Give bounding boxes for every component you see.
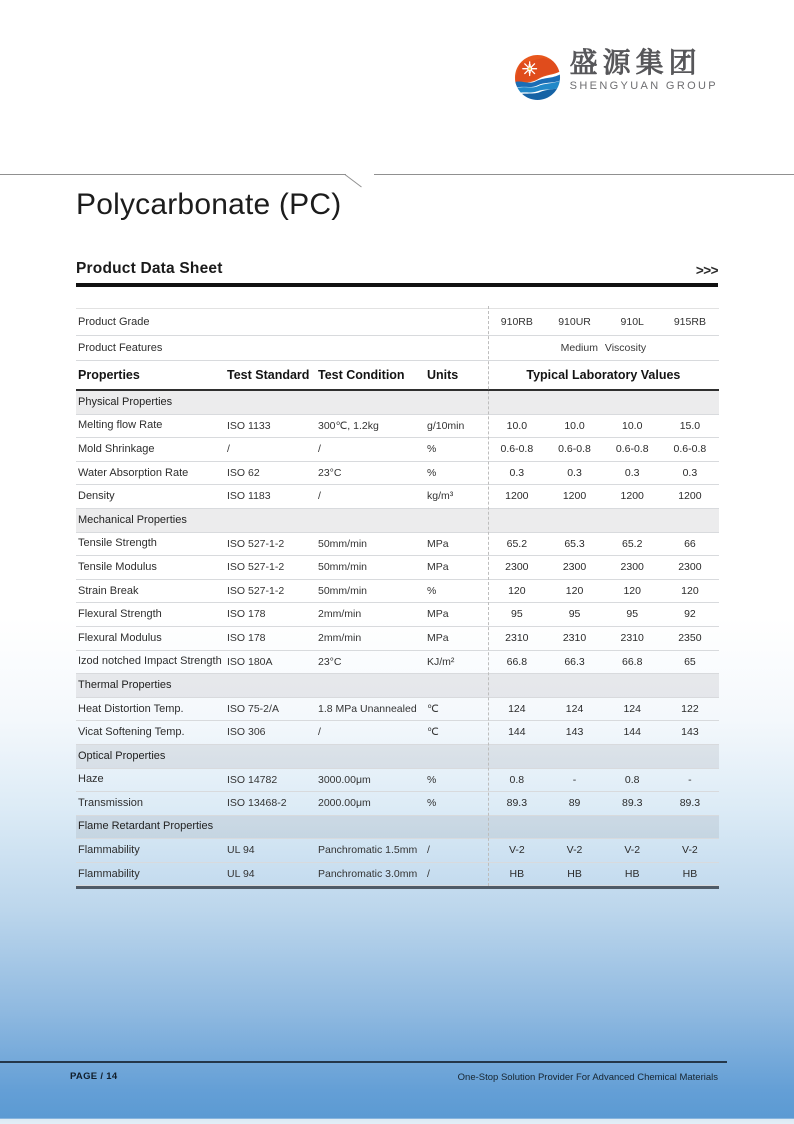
property-row (76, 462, 719, 486)
test-condition: 23°C (318, 466, 342, 479)
property-name: Vicat Softening Temp. (78, 726, 185, 739)
value-cell: 0.3 (567, 466, 582, 479)
value-cell: 144 (623, 726, 641, 739)
test-condition: 2mm/min (318, 631, 362, 644)
product-features-value: Medium Viscosity (560, 341, 647, 354)
value-cell: 0.6-0.8 (615, 443, 649, 456)
property-name: Izod notched Impact Strength (78, 655, 222, 668)
test-standard: ISO 1133 (227, 419, 271, 432)
value-cell: 89.3 (679, 797, 701, 810)
test-standard: UL 94 (227, 867, 255, 880)
footer-tagline: One-Stop Solution Provider For Advanced Chemical Materials (457, 1072, 718, 1083)
units: ℃ (427, 726, 439, 739)
property-row (76, 721, 719, 745)
property-name: Transmission (78, 796, 143, 809)
value-cell: 65.2 (506, 537, 528, 550)
property-name: Flexural Modulus (78, 631, 162, 644)
units: % (427, 773, 437, 786)
property-name: Tensile Strength (78, 537, 157, 550)
test-condition: / (318, 726, 321, 739)
property-row (76, 792, 719, 816)
units: / (427, 867, 430, 880)
property-row (76, 603, 719, 627)
logo-text (570, 48, 718, 92)
properties-header: Properties (78, 367, 140, 382)
property-name: Melting flow Rate (78, 419, 163, 432)
property-name: Water Absorption Rate (78, 466, 189, 479)
value-cell: 95 (568, 608, 581, 621)
units: % (427, 443, 437, 456)
property-row (76, 839, 719, 863)
value-cell: HB (567, 867, 582, 880)
value-cell: - (688, 773, 692, 786)
header-rule-slash (344, 174, 361, 187)
value-cell: 15.0 (679, 419, 701, 432)
value-cell: 2310 (505, 631, 529, 644)
value-cell: 124 (565, 702, 584, 715)
value-cell: V-2 (508, 844, 525, 857)
test-condition: 3000.00μm (318, 773, 371, 786)
value-cell: HB (624, 867, 640, 880)
property-name: Strain Break (78, 584, 139, 597)
value-cell: 143 (565, 726, 584, 739)
value-cell: 95 (626, 608, 639, 621)
test-standard: ISO 1183 (227, 490, 271, 503)
property-row (76, 533, 719, 557)
value-cell: 1200 (505, 490, 529, 503)
value-cell: 143 (681, 726, 699, 739)
value-cell: 2350 (678, 631, 702, 644)
table-body (76, 391, 719, 886)
value-cell: 89 (568, 797, 581, 810)
product-grade-label: Product Grade (78, 315, 150, 328)
units: KJ/m² (427, 655, 455, 668)
value-cell: 66 (684, 537, 696, 550)
value-cell: 2300 (678, 561, 702, 574)
grade-column-header: 910L (620, 315, 644, 328)
property-row (76, 485, 719, 509)
test-condition: Panchromatic 3.0mm (318, 867, 418, 880)
value-cell: 10.0 (622, 419, 643, 432)
value-cell: 0.3 (509, 466, 525, 479)
properties-table (76, 308, 719, 889)
section-header-row (76, 745, 719, 769)
title-underline-bar (76, 283, 718, 287)
value-cell: 0.6-0.8 (673, 443, 707, 456)
company-logo (514, 48, 718, 101)
units: MPa (427, 631, 449, 644)
section-header-row (76, 509, 719, 533)
value-cell: 65 (684, 655, 696, 668)
section-title: Optical Properties (78, 749, 166, 762)
property-name: Haze (78, 773, 104, 786)
test-condition: 50mm/min (318, 537, 368, 550)
triple-chevron-icon: >>> (695, 263, 718, 278)
property-name: Mold Shrinkage (78, 442, 155, 455)
test-standard: ISO 13468-2 (227, 797, 287, 810)
values-divider-dashed-line (488, 306, 489, 886)
section-title: Flame Retardant Properties (78, 820, 214, 833)
test-standard: ISO 178 (227, 608, 266, 621)
section-title: Physical Properties (78, 395, 173, 408)
value-cell: 124 (623, 702, 641, 715)
test-condition: 50mm/min (318, 561, 368, 574)
value-cell: 10.0 (564, 419, 585, 432)
units: MPa (427, 537, 449, 550)
test-condition: / (318, 443, 321, 456)
value-cell: 1200 (678, 490, 702, 503)
units: / (427, 844, 430, 857)
column-headers-row (76, 361, 719, 391)
section-header-row (76, 674, 719, 698)
sun-wave-logo-icon (514, 54, 561, 101)
test-condition: / (318, 490, 321, 503)
value-cell: 2310 (562, 631, 587, 644)
test-standard: ISO 14782 (227, 773, 278, 786)
property-row (76, 415, 719, 439)
property-row (76, 698, 719, 722)
section-header-row (76, 816, 719, 840)
product-features-label: Product Features (78, 341, 163, 354)
value-cell: 65.3 (564, 537, 585, 550)
value-cell: 65.2 (622, 537, 643, 550)
units: kg/m³ (427, 490, 454, 503)
value-cell: 1200 (562, 490, 587, 503)
value-cell: - (572, 773, 577, 786)
property-name: Density (78, 490, 115, 503)
value-cell: 0.6-0.8 (558, 443, 591, 456)
property-row (76, 863, 719, 887)
test-standard: ISO 180A (227, 655, 273, 668)
subtitle: Product Data Sheet (76, 260, 223, 277)
grade-column-header: 915RB (673, 315, 706, 328)
test-standard: / (227, 443, 230, 456)
test-standard: ISO 527-1-2 (227, 561, 285, 574)
value-cell: 2300 (562, 561, 587, 574)
units: % (427, 797, 437, 810)
footer-rule (0, 1061, 727, 1063)
property-name: Flammability (78, 844, 140, 857)
value-cell: V-2 (566, 844, 583, 857)
test-standard: UL 94 (227, 844, 255, 857)
value-cell: 120 (623, 584, 641, 597)
units: g/10min (427, 419, 465, 432)
value-cell: 0.8 (624, 773, 640, 786)
product-grade-row (76, 309, 719, 336)
units: MPa (427, 561, 449, 574)
grade-column-header: 910RB (500, 315, 533, 328)
page-title: Polycarbonate (PC) (76, 188, 342, 221)
test-standard: ISO 75-2/A (227, 702, 279, 715)
property-name: Tensile Modulus (78, 560, 157, 573)
property-row (76, 769, 719, 793)
value-cell: 66.3 (564, 655, 585, 668)
units: ℃ (427, 702, 439, 715)
units-header: Units (427, 367, 459, 382)
property-row (76, 651, 719, 675)
test-condition: 1.8 MPa Unannealed (318, 702, 417, 715)
header-rule-right (374, 174, 794, 175)
value-cell: HB (682, 867, 698, 880)
value-cell: 2300 (505, 561, 529, 574)
value-cell: 122 (681, 702, 699, 715)
value-cell: 120 (508, 584, 526, 597)
subtitle-row (76, 260, 718, 278)
property-name: Heat Distortion Temp. (78, 702, 184, 715)
logo-chinese-name: 盛源集团 (569, 47, 702, 78)
footer-page-number: PAGE / 14 (70, 1071, 118, 1082)
value-cell: 144 (508, 726, 526, 739)
units: MPa (427, 608, 449, 621)
section-header-row (76, 391, 719, 415)
value-cell: HB (509, 867, 525, 880)
test-condition: 300℃, 1.2kg (318, 419, 379, 432)
value-cell: 66.8 (506, 655, 528, 668)
value-cell: 2310 (620, 631, 644, 644)
test-standard: ISO 62 (227, 466, 260, 479)
property-row (76, 556, 719, 580)
value-cell: 0.8 (509, 773, 525, 786)
property-row (76, 627, 719, 651)
value-cell: V-2 (682, 844, 698, 857)
value-cell: 0.3 (682, 466, 698, 479)
value-cell: 120 (565, 584, 584, 597)
test-condition: 2mm/min (318, 608, 362, 621)
value-cell: 10.0 (506, 419, 528, 432)
test-condition-header: Test Condition (318, 367, 405, 382)
header-rule-left (0, 174, 346, 175)
test-standard: ISO 306 (227, 726, 266, 739)
value-cell: 89.3 (622, 797, 643, 810)
value-cell: 0.3 (624, 466, 640, 479)
value-cell: 124 (508, 702, 526, 715)
units: % (427, 584, 437, 597)
value-cell: 95 (511, 608, 523, 621)
property-name: Flexural Strength (78, 608, 162, 621)
property-row (76, 438, 719, 462)
test-standard-header: Test Standard (227, 367, 310, 382)
test-condition: 2000.00μm (318, 797, 371, 810)
value-cell: 2300 (620, 561, 644, 574)
test-standard: ISO 178 (227, 631, 266, 644)
grade-column-header: 910UR (558, 315, 591, 328)
test-standard: ISO 527-1-2 (227, 537, 285, 550)
units: % (427, 466, 437, 479)
test-condition: 23°C (318, 655, 342, 668)
product-features-row (76, 336, 719, 361)
value-cell: 1200 (620, 490, 644, 503)
value-cell: 92 (684, 608, 696, 621)
value-cell: 89.3 (506, 797, 528, 810)
test-condition: 50mm/min (318, 584, 368, 597)
value-cell: 66.8 (622, 655, 643, 668)
value-cell: 120 (681, 584, 699, 597)
logo-english-name: SHENGYUAN GROUP (569, 79, 718, 92)
property-name: Flammability (78, 867, 140, 880)
section-title: Thermal Properties (78, 678, 172, 691)
section-title: Mechanical Properties (78, 513, 187, 526)
value-cell: V-2 (624, 844, 641, 857)
test-standard: ISO 527-1-2 (227, 584, 285, 597)
property-row (76, 580, 719, 604)
test-condition: Panchromatic 1.5mm (318, 844, 418, 857)
value-cell: 0.6-0.8 (500, 443, 534, 456)
typical-values-header: Typical Laboratory Values (526, 367, 681, 382)
